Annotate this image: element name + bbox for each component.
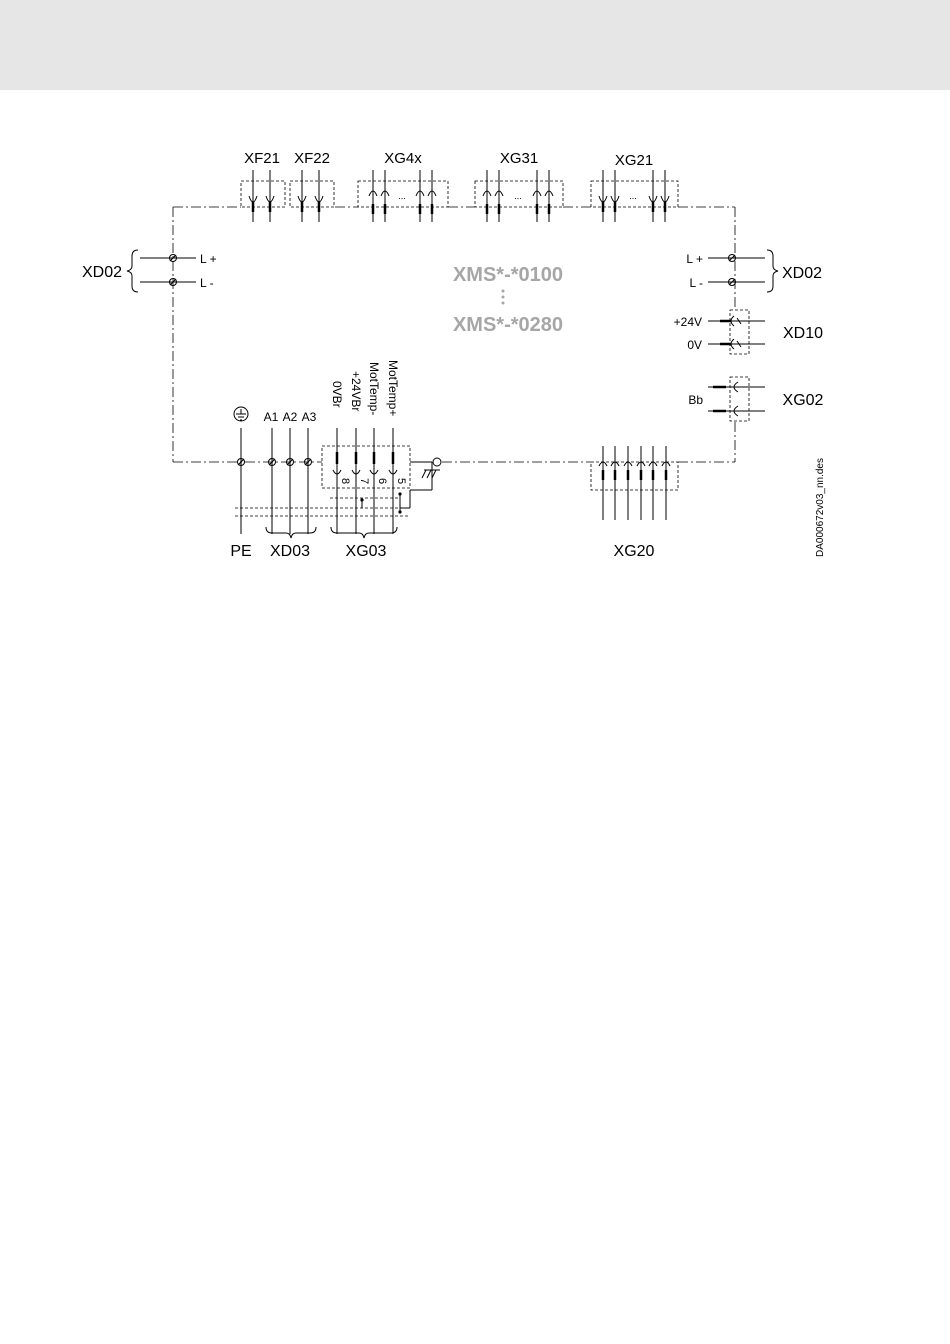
connector-xf21 xyxy=(241,170,285,222)
signal-24vbr: +24VBr xyxy=(349,371,363,412)
drawing-id: DA000672v03_nn.des xyxy=(815,458,826,557)
terminal-block-xd03 xyxy=(266,428,316,538)
brace-xg03 xyxy=(331,527,397,538)
ellipsis-xg21: ... xyxy=(629,191,637,201)
label-xg31: XG31 xyxy=(499,150,539,167)
connector-xd10 xyxy=(708,310,765,354)
terminal-block-xd02-left xyxy=(127,250,196,292)
label-left-lminus: L - xyxy=(200,276,214,290)
pin-5: 5 xyxy=(395,478,407,485)
label-right-lminus: L - xyxy=(689,276,703,290)
pe-terminal xyxy=(234,407,248,534)
model-range-dots xyxy=(502,290,505,305)
label-xg03: XG03 xyxy=(345,543,387,560)
connector-xf22 xyxy=(290,170,334,222)
connector-xg02 xyxy=(708,377,765,421)
ellipsis-xg4x: ... xyxy=(398,191,406,201)
label-xd10: XD10 xyxy=(782,325,824,342)
pin-8: 8 xyxy=(339,478,351,485)
signal-0vbr: 0VBr xyxy=(330,381,344,408)
pin-7: 7 xyxy=(358,478,370,485)
connector-xg20 xyxy=(591,446,678,520)
label-a3: A3 xyxy=(301,410,317,424)
label-xf22: XF22 xyxy=(294,150,330,167)
label-xg02: XG02 xyxy=(782,392,824,409)
label-a2: A2 xyxy=(282,410,298,424)
model-to: XMS*-*0280 xyxy=(452,314,564,336)
label-right-lplus: L + xyxy=(686,252,703,266)
label-bb: Bb xyxy=(688,393,703,407)
terminal-block-xd02-right xyxy=(708,250,778,292)
label-pe: PE xyxy=(230,543,252,560)
signal-mottemp-plus: MotTemp+ xyxy=(386,360,400,417)
label-left-lplus: L + xyxy=(200,252,217,266)
pin-6: 6 xyxy=(376,478,388,485)
label-0v: 0V xyxy=(687,338,702,352)
ellipsis-xg31: ... xyxy=(514,191,522,201)
signal-mottemp-minus: MotTemp- xyxy=(367,362,381,416)
label-xg4x: XG4x xyxy=(384,150,422,167)
label-xd03: XD03 xyxy=(269,543,311,560)
label-xf21: XF21 xyxy=(244,150,280,167)
label-xd02-right: XD02 xyxy=(781,265,823,282)
label-xd02-left: XD02 xyxy=(81,264,123,281)
label-xg20: XG20 xyxy=(613,543,655,560)
model-from: XMS*-*0100 xyxy=(452,264,564,286)
label-plus24v: +24V xyxy=(673,315,702,329)
cable-shield xyxy=(235,508,410,516)
label-xg21: XG21 xyxy=(614,152,654,169)
label-a1: A1 xyxy=(263,410,279,424)
